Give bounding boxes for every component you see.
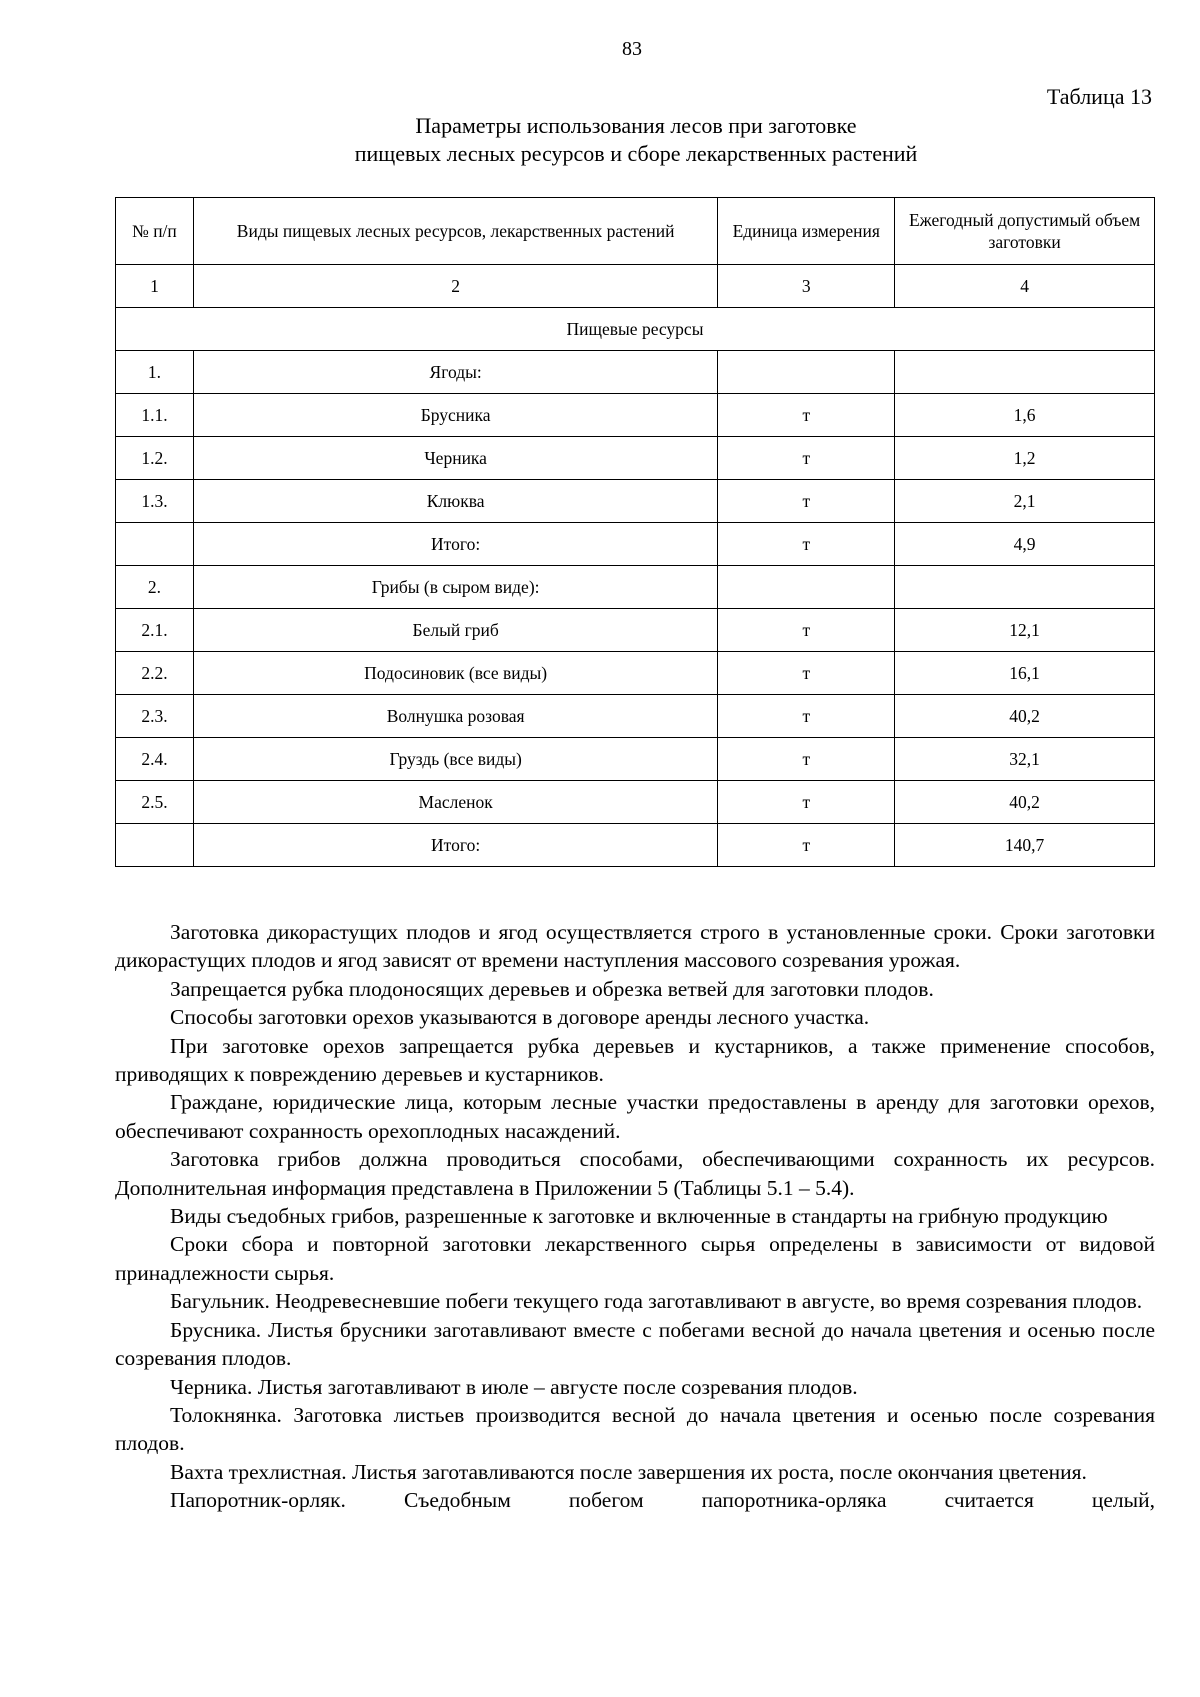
table-row <box>116 566 1155 609</box>
row-number-cell: 1.1. <box>116 394 194 437</box>
volume-cell: 1,6 <box>895 394 1155 437</box>
paragraph: Заготовка грибов должна проводиться способами, обеспечивающими сохранность их ресурсов. Дополнительная информация представлена в Приложении 5 (Таблицы 5.1 – 5.4). <box>115 1147 1155 1200</box>
table-row <box>116 394 1155 437</box>
paragraph: Граждане, юридические лица, которым лесные участки предоставлены в аренду для заготовки орехов, обеспечивают сохранность орехоплодных насаждений. <box>115 1090 1155 1143</box>
body-text <box>115 918 1155 1515</box>
table-row <box>116 824 1155 867</box>
paragraph: Сроки сбора и повторной заготовки лекарственного сырья определены в зависимости от видовой принадлежности сырья. <box>115 1232 1155 1285</box>
unit-cell: т <box>718 394 895 437</box>
table-row <box>116 695 1155 738</box>
header-unit: Единица измерения <box>718 198 895 265</box>
table-caption <box>117 112 1155 168</box>
volume-cell: 2,1 <box>895 480 1155 523</box>
unit-cell: т <box>718 652 895 695</box>
column-number: 3 <box>718 265 895 308</box>
paragraph: Папоротник-орляк. Съедобным побегом папоротника-орляка считается целый, <box>170 1488 1155 1513</box>
table-row <box>116 652 1155 695</box>
volume-cell: 1,2 <box>895 437 1155 480</box>
row-number-cell <box>116 523 194 566</box>
page-number: 83 <box>622 38 642 60</box>
table-row <box>116 480 1155 523</box>
row-number-cell: 2.4. <box>116 738 194 781</box>
volume-cell <box>895 351 1155 394</box>
paragraph: Брусника. Листья брусники заготавливают вместе с побегами весной до начала цветения и осенью после созревания плодов. <box>115 1317 1155 1371</box>
resource-name-cell: Грибы (в сыром виде): <box>193 566 717 609</box>
table-row <box>116 351 1155 394</box>
paragraph: Способы заготовки орехов указываются в договоре аренды лесного участка. <box>170 1005 870 1030</box>
volume-cell: 4,9 <box>895 523 1155 566</box>
column-number: 2 <box>193 265 717 308</box>
table-row <box>116 609 1155 652</box>
volume-cell: 32,1 <box>895 738 1155 781</box>
unit-cell: т <box>718 609 895 652</box>
column-number-row <box>116 265 1155 308</box>
row-number-cell: 2.5. <box>116 781 194 824</box>
resource-name-cell: Итого: <box>193 523 717 566</box>
row-number-cell: 2.3. <box>116 695 194 738</box>
header-number: № п/п <box>116 198 194 265</box>
resource-name-cell: Подосиновик (все виды) <box>193 652 717 695</box>
paragraph: При заготовке орехов запрещается рубка деревьев и кустарников, а также применение способов, приводящих к повреждению деревьев и кустарников. <box>115 1033 1155 1087</box>
table-row <box>116 781 1155 824</box>
unit-cell: т <box>718 437 895 480</box>
resource-name-cell: Брусника <box>193 394 717 437</box>
column-number: 4 <box>895 265 1155 308</box>
volume-cell: 40,2 <box>895 695 1155 738</box>
paragraph: Запрещается рубка плодоносящих деревьев и обрезка ветвей для заготовки плодов. <box>170 976 934 1001</box>
paragraph: Толокнянка. Заготовка листьев производится весной до начала цветения и осенью после созревания плодов. <box>115 1402 1155 1456</box>
paragraph: Черника. Листья заготавливают в июле – августе после созревания плодов. <box>170 1374 858 1399</box>
resource-name-cell: Ягоды: <box>193 351 717 394</box>
unit-cell <box>718 351 895 394</box>
volume-cell: 12,1 <box>895 609 1155 652</box>
header-resource-type: Виды пищевых лесных ресурсов, лекарственных растений <box>193 198 717 265</box>
volume-cell: 140,7 <box>895 824 1155 867</box>
row-number-cell: 2.2. <box>116 652 194 695</box>
table-header-row <box>116 198 1155 265</box>
caption-line-2: пищевых лесных ресурсов и сборе лекарственных растений <box>354 141 918 166</box>
table-row <box>116 523 1155 566</box>
resource-name-cell: Черника <box>193 437 717 480</box>
resource-name-cell: Волнушка розовая <box>193 695 717 738</box>
resource-name-cell: Белый гриб <box>193 609 717 652</box>
section-row <box>116 308 1155 351</box>
section-title: Пищевые ресурсы <box>116 308 1155 351</box>
volume-cell <box>895 566 1155 609</box>
row-number-cell: 1.3. <box>116 480 194 523</box>
table-row <box>116 437 1155 480</box>
caption-line-1: Параметры использования лесов при заготовке <box>415 113 857 138</box>
resource-name-cell: Груздь (все виды) <box>193 738 717 781</box>
paragraph: Вахта трехлистная. Листья заготавливаются после завершения их роста, после окончания цветения. <box>170 1459 1087 1484</box>
volume-cell: 16,1 <box>895 652 1155 695</box>
resource-name-cell: Итого: <box>193 824 717 867</box>
unit-cell: т <box>718 523 895 566</box>
unit-cell <box>718 566 895 609</box>
unit-cell: т <box>718 738 895 781</box>
row-number-cell: 1.2. <box>116 437 194 480</box>
paragraph: Виды съедобных грибов, разрешенные к заготовке и включенные в стандарты на грибную продукцию <box>170 1204 1108 1229</box>
row-number-cell: 2. <box>116 566 194 609</box>
resources-table <box>115 197 1155 867</box>
paragraph: Багульник. Неодревесневшие побеги текущего года заготавливают в августе, во время созревания плодов. <box>170 1289 1143 1314</box>
row-number-cell: 1. <box>116 351 194 394</box>
volume-cell: 40,2 <box>895 781 1155 824</box>
unit-cell: т <box>718 480 895 523</box>
column-number: 1 <box>116 265 194 308</box>
header-annual-volume: Ежегодный допустимый объем заготовки <box>895 198 1155 265</box>
unit-cell: т <box>718 695 895 738</box>
resource-name-cell: Клюква <box>193 480 717 523</box>
table-row <box>116 738 1155 781</box>
table-body <box>116 351 1155 867</box>
table-label: Таблица 13 <box>1046 84 1152 109</box>
resource-name-cell: Масленок <box>193 781 717 824</box>
row-number-cell <box>116 824 194 867</box>
paragraph: Заготовка дикорастущих плодов и ягод осуществляется строго в установленные сроки. Сроки заготовки дикорастущих плодов и ягод зависят от времени наступления массового созревания урожая. <box>115 920 1155 973</box>
row-number-cell: 2.1. <box>116 609 194 652</box>
unit-cell: т <box>718 824 895 867</box>
unit-cell: т <box>718 781 895 824</box>
